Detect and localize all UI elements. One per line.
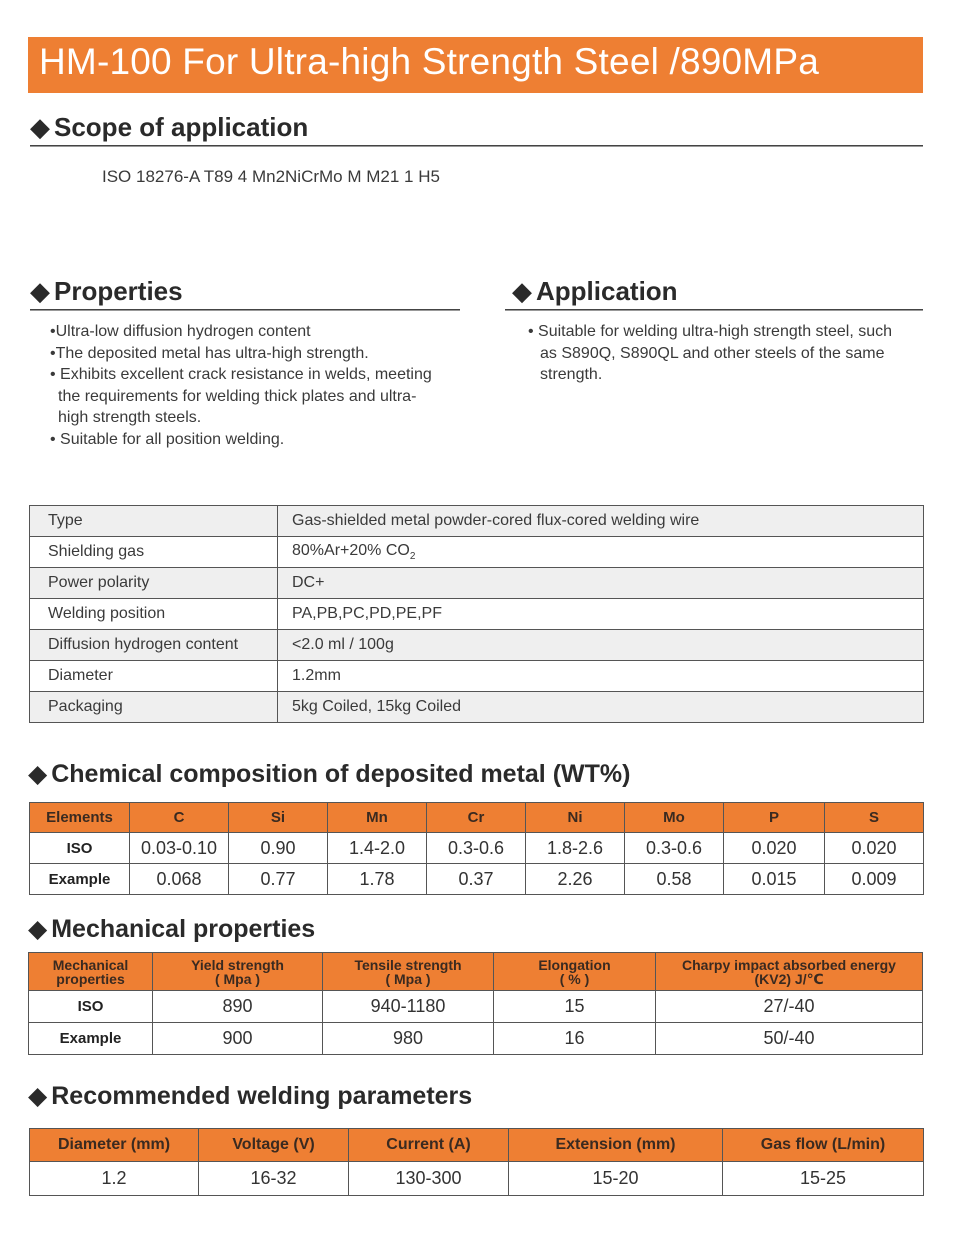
table-cell: 0.009 xyxy=(825,864,924,895)
spec-value: Gas-shielded metal powder-cored flux-cored welding wire xyxy=(278,506,924,537)
table-cell: 16-32 xyxy=(199,1162,349,1196)
table-row xyxy=(30,661,924,692)
table-cell: 940-1180 xyxy=(323,991,494,1023)
table-cell: 900 xyxy=(153,1023,323,1055)
table-cell: 15-25 xyxy=(723,1162,924,1196)
header-line: Yield strength xyxy=(191,956,284,973)
diamond-icon: ◆ xyxy=(28,915,48,943)
mechanical-heading-text: Mechanical properties xyxy=(51,915,316,943)
table-cell: 15 xyxy=(494,991,656,1023)
list-item: • Exhibits excellent crack resistance in welds, meeting xyxy=(50,366,432,383)
application-rule xyxy=(505,309,923,311)
table-cell: 0.068 xyxy=(130,864,229,895)
table-cell: 0.37 xyxy=(427,864,526,895)
properties-rule xyxy=(30,309,460,311)
column-header: S xyxy=(825,803,924,833)
mechanical-heading xyxy=(28,914,315,944)
spec-value-subscript: 2 xyxy=(409,551,416,563)
application-heading-text: Application xyxy=(536,276,678,306)
row-header: ISO xyxy=(30,833,130,864)
column-header: C xyxy=(130,803,229,833)
header-line: ( Mpa ) xyxy=(214,970,261,987)
table-cell: 0.3-0.6 xyxy=(427,833,526,864)
table-header-row xyxy=(30,803,924,833)
table-cell: 0.020 xyxy=(825,833,924,864)
spec-value: 1.2mm xyxy=(278,661,924,692)
column-header: Elements xyxy=(30,803,130,833)
table-cell: 0.58 xyxy=(625,864,724,895)
column-header: Cr xyxy=(427,803,526,833)
table-cell: 1.8-2.6 xyxy=(526,833,625,864)
table-cell: 16 xyxy=(494,1023,656,1055)
table-cell: 0.03-0.10 xyxy=(130,833,229,864)
table-row xyxy=(30,537,924,568)
table-cell: 2.26 xyxy=(526,864,625,895)
table-row xyxy=(30,692,924,723)
diamond-icon: ◆ xyxy=(30,276,50,306)
scope-rule xyxy=(30,145,923,147)
spec-label: Diameter xyxy=(30,661,278,692)
column-header xyxy=(153,953,323,991)
list-item: •Ultra-low diffusion hydrogen content xyxy=(50,323,311,340)
spec-value: PA,PB,PC,PD,PE,PF xyxy=(278,599,924,630)
spec-value: 5kg Coiled, 15kg Coiled xyxy=(278,692,924,723)
properties-heading-text: Properties xyxy=(54,276,183,306)
list-item: • Suitable for welding ultra-high strength steel, such xyxy=(528,323,893,340)
list-item: strength. xyxy=(540,366,603,383)
table-row xyxy=(30,833,924,864)
list-item: as S890Q, S890QL and other steels of the same xyxy=(540,344,885,362)
column-header xyxy=(29,953,153,991)
table-cell: 0.015 xyxy=(724,864,825,895)
column-header: Si xyxy=(229,803,328,833)
column-header: Voltage (V) xyxy=(199,1129,349,1162)
chemical-heading-text: Chemical composition of deposited metal (WT%) xyxy=(51,760,631,788)
table-cell: 0.3-0.6 xyxy=(625,833,724,864)
spec-label: Diffusion hydrogen content xyxy=(30,630,278,661)
header-line: Tensile strength xyxy=(354,956,462,973)
list-item: high strength steels. xyxy=(58,409,202,426)
spec-value-text: 80%Ar+20% CO xyxy=(292,541,410,559)
table-row xyxy=(30,864,924,895)
table-row xyxy=(29,1023,923,1055)
column-header: Ni xyxy=(526,803,625,833)
diamond-icon: ◆ xyxy=(512,276,532,306)
diamond-icon: ◆ xyxy=(28,1082,48,1110)
table-row xyxy=(30,568,924,599)
column-header: Current (A) xyxy=(349,1129,509,1162)
table-cell: 0.020 xyxy=(724,833,825,864)
column-header: Diameter (mm) xyxy=(30,1129,199,1162)
mechanical-table xyxy=(28,952,923,1055)
header-line: Elongation xyxy=(538,956,611,973)
table-cell: 890 xyxy=(153,991,323,1023)
chemical-table xyxy=(29,802,924,895)
row-header: Example xyxy=(30,864,130,895)
header-line: ( % ) xyxy=(559,970,590,987)
list-item: •The deposited metal has ultra-high strength. xyxy=(50,344,369,362)
scope-heading xyxy=(30,112,308,143)
table-cell: 0.77 xyxy=(229,864,328,895)
table-header-row xyxy=(30,1129,924,1162)
table-row xyxy=(30,599,924,630)
table-cell: 27/-40 xyxy=(656,991,923,1023)
header-line: (KV2) J/℃ xyxy=(754,970,824,987)
scope-standard: ISO 18276-A T89 4 Mn2NiCrMo M M21 1 H5 xyxy=(102,167,440,186)
scope-heading-text: Scope of application xyxy=(54,112,309,142)
chemical-heading xyxy=(28,759,630,789)
spec-label: Welding position xyxy=(30,599,278,630)
header-line: Mechanical xyxy=(52,956,129,973)
column-header xyxy=(656,953,923,991)
table-cell: 1.78 xyxy=(328,864,427,895)
welding-table xyxy=(29,1128,924,1196)
table-header-row xyxy=(29,953,923,991)
spec-label: Type xyxy=(30,506,278,537)
spec-value: DC+ xyxy=(278,568,924,599)
header-line: Charpy impact absorbed energy xyxy=(682,956,896,973)
row-header: ISO xyxy=(29,991,153,1023)
properties-heading xyxy=(30,276,183,307)
table-cell: 130-300 xyxy=(349,1162,509,1196)
table-cell: 50/-40 xyxy=(656,1023,923,1055)
spec-value xyxy=(278,537,924,568)
table-cell: 15-20 xyxy=(509,1162,723,1196)
header-line: ( Mpa ) xyxy=(385,970,431,987)
table-cell: 980 xyxy=(323,1023,494,1055)
header-line: properties xyxy=(56,970,125,987)
list-item: the requirements for welding thick plates and ultra- xyxy=(58,387,417,405)
row-header: Example xyxy=(29,1023,153,1055)
application-list xyxy=(528,321,892,386)
page-title: HM-100 For Ultra-high Strength Steel /890MPa xyxy=(39,41,819,82)
spec-label: Power polarity xyxy=(30,568,278,599)
table-row xyxy=(30,1162,924,1196)
column-header: P xyxy=(724,803,825,833)
diamond-icon: ◆ xyxy=(28,760,48,788)
title-banner xyxy=(28,37,923,93)
spec-table xyxy=(29,505,924,723)
table-row xyxy=(29,991,923,1023)
table-row xyxy=(30,506,924,537)
column-header xyxy=(494,953,656,991)
column-header: Gas flow (L/min) xyxy=(723,1129,924,1162)
spec-label: Packaging xyxy=(30,692,278,723)
column-header: Extension (mm) xyxy=(509,1129,723,1162)
diamond-icon: ◆ xyxy=(30,112,50,142)
table-cell: 1.2 xyxy=(30,1162,199,1196)
welding-heading xyxy=(28,1081,472,1111)
table-cell: 0.90 xyxy=(229,833,328,864)
list-item: • Suitable for all position welding. xyxy=(50,430,285,448)
column-header xyxy=(323,953,494,991)
welding-heading-text: Recommended welding parameters xyxy=(51,1082,473,1110)
application-heading xyxy=(512,276,678,307)
spec-value: <2.0 ml / 100g xyxy=(278,630,924,661)
column-header: Mo xyxy=(625,803,724,833)
column-header: Mn xyxy=(328,803,427,833)
table-row xyxy=(30,630,924,661)
spec-label: Shielding gas xyxy=(30,537,278,568)
table-cell: 1.4-2.0 xyxy=(328,833,427,864)
properties-list xyxy=(50,321,432,450)
